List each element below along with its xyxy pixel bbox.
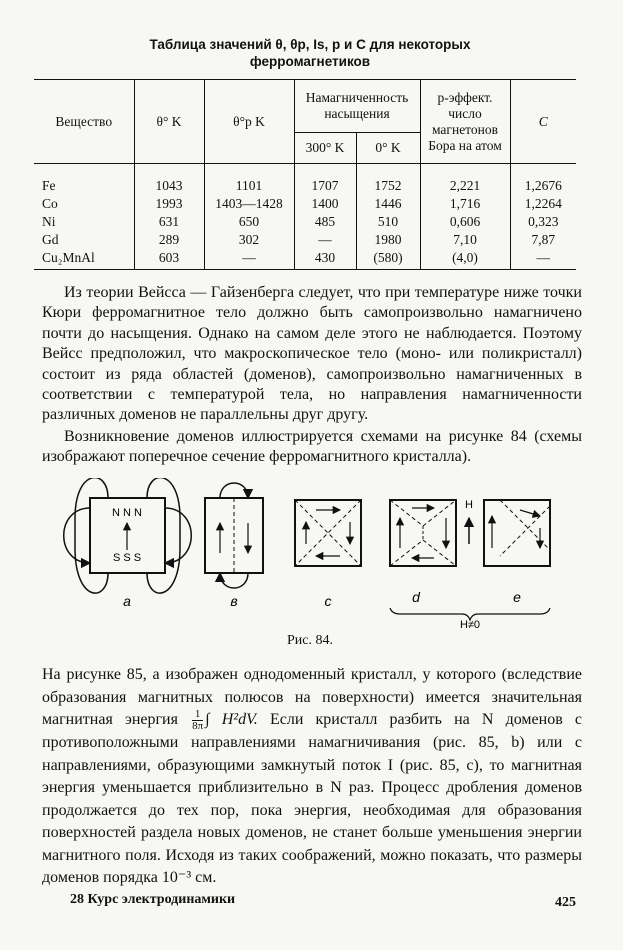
table-cell: 1707 [294,164,356,194]
header-substance: Вещество [34,80,134,164]
table-cell: — [510,247,576,270]
table-cell: 289 [134,229,204,247]
table-cell: Ni [42,214,56,229]
paragraph-1 [42,283,582,426]
table-cell: 0,323 [510,211,576,229]
table-cell: Gd [42,232,59,247]
paragraph-2-text: Возникновение доменов иллюстрируется схемами на рисунке 84 (схемы изображают поперечное сечение ферромагнитного кристалла). [42,428,582,466]
table-cell: 7,87 [510,229,576,247]
table-row [34,193,576,211]
header-p-effect: p-эффект. число магнетонов Бора на атом [420,80,510,164]
diagram-a [64,478,192,609]
label-e: e [513,589,521,605]
table-cell: 485 [294,211,356,229]
footer-left: 28 Курс электродинамики [70,892,236,907]
formula-fraction [192,709,203,732]
table-cell: 631 [134,211,204,229]
table-cell: 1,716 [420,193,510,211]
table-cell: (4,0) [420,247,510,270]
diagram-c [295,500,361,609]
table-caption-line2: ферромагнетиков [249,54,371,69]
table-cell: 1446 [356,193,420,211]
table-cell: 1,2264 [510,193,576,211]
diagram-d [390,500,456,605]
table-cell: 1,2676 [510,164,576,194]
field-arrow [465,499,473,544]
poles-n: N N N [112,507,142,519]
paragraph-3 [42,664,582,890]
header-sat-300: 300° K [294,133,356,164]
table-cell: Co [42,196,58,211]
page-number: 425 [555,895,576,910]
label-b: в [230,593,238,609]
header-theta-p: θ°p K [204,80,294,164]
table-cell: 603 [134,247,204,270]
table-cell: 1993 [134,193,204,211]
table-cell: 1980 [356,229,420,247]
domain-figure [60,478,560,628]
poles-s: S S S [112,552,142,564]
table-cell: — [204,247,294,270]
paragraph-3-text-after: Если кристалл разбить на N доменов с противоположными направлениями намагничивания (рис. 85, b) или с направлениями, образующими замкнутый поток I (рис. 85, c), то магнитная энергия уменьшается приблизительно в N раз. Процесс дробления доменов продолжается до тех пор, пока энергия, необходимая для образования поверхностей раздела новых доменов, не станет больше уменьшения энергии магнитного поля. Исходя из таких соображений, можно показать, что размеры доменов порядка 10⁻³ см. [42,711,583,886]
table-cell: 1400 [294,193,356,211]
table-cell: 302 [204,229,294,247]
table-cell: 1043 [134,164,204,194]
figure-caption: Рис. 84. [287,633,333,648]
formula-num: 1 [192,709,203,721]
table-cell: 650 [204,211,294,229]
table-cell: (580) [356,247,420,270]
label-c: c [324,593,332,609]
label-H: H [465,499,473,511]
formula-den: 8π [192,720,204,732]
table-row [34,164,576,194]
table-cell: 0,606 [420,211,510,229]
table-cell: Cu₂MnAl [34,247,134,270]
label-d: d [412,589,420,605]
header-saturation: Намагниченность насыщения [294,80,420,133]
brace [390,608,550,628]
paragraph-2 [42,427,582,468]
diagram-b [205,483,263,609]
table-caption [60,36,560,70]
paragraph-3-text-before: На рисунке 85, a изображен однодоменный кристалл, у которого (вследствие образования магнитных полюсов на поверхности) имеется значительная магнитная энергия [42,666,582,729]
table-cell: 510 [356,211,420,229]
table-cell: 430 [294,247,356,270]
table-row [34,211,576,229]
table-cell: 7,10 [420,229,510,247]
header-theta: θ° K [134,80,204,164]
table-caption-line1: Таблица значений θ, θp, Is, p и C для некоторых [149,37,471,52]
table-row [34,247,576,270]
table-cell: 2,221 [420,164,510,194]
diagram-e [484,500,550,605]
formula-body: ∫ H²dV. [205,711,258,729]
table-cell: — [294,229,356,247]
label-Hne0: H≠0 [459,619,481,628]
table-cell: 1101 [204,164,294,194]
paragraph-1-text: Из теории Вейсса — Гайзенберга следует, что при температуре ниже точки Кюри ферромагнитное тело должно быть самопроизвольно намагничено почти до насыщения. Однако на самом деле этого не наблюдается. Поэтому Вейсс предположил, что макроскопическое тело (моно- или поликристалл) состоит из ряда областей (доменов), самопроизвольно намагниченных в соответствии с температурой тела, но направления намагниченности различных доменов не параллельны друг другу. [42,284,582,424]
table-row [34,229,576,247]
table-cell: 1752 [356,164,420,194]
ferromagnet-table [34,79,576,270]
header-c: C [510,80,576,164]
label-a: a [123,593,131,609]
table-cell: 1403—1428 [204,193,294,211]
table-cell: Fe [42,178,56,193]
header-sat-0: 0° K [356,133,420,164]
